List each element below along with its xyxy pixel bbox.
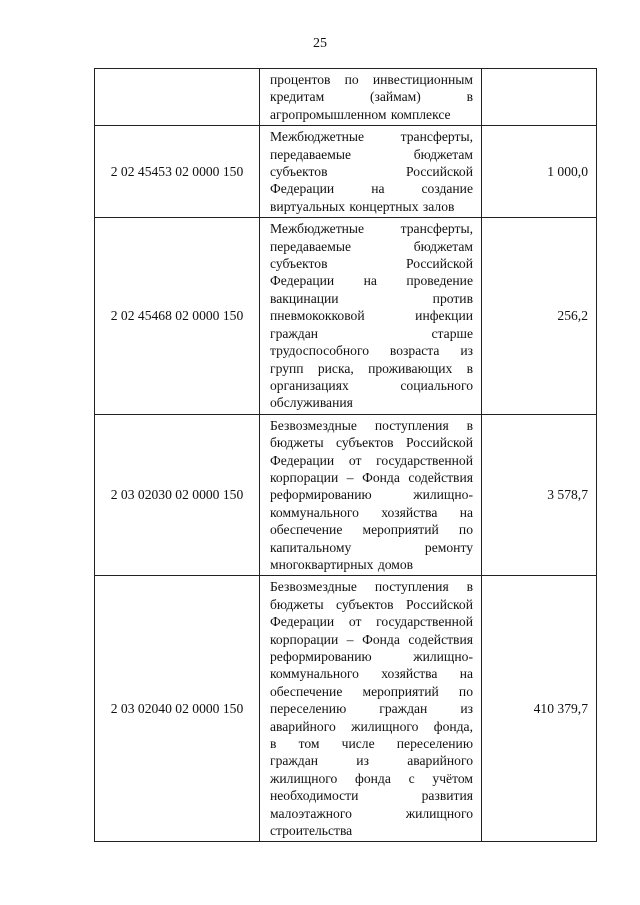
description-line: капитальному ремонту xyxy=(270,539,473,555)
description-line: Федерации на создание xyxy=(270,181,473,197)
description-line: коммунального хозяйства на xyxy=(270,504,473,520)
description-cell xyxy=(260,414,482,576)
description-line: граждан из аварийного xyxy=(270,753,473,769)
description-line: корпорации – Фонда содействия xyxy=(270,631,473,647)
description-line: граждан старше xyxy=(270,325,473,341)
description-line: обеспечение мероприятий по xyxy=(270,683,473,699)
description-line: Федерации на проведение xyxy=(270,273,473,289)
description-line: Безвозмездные поступления в xyxy=(270,579,473,595)
amount-cell: 256,2 xyxy=(482,218,597,414)
table-row xyxy=(95,576,597,842)
description-line: многоквартирных домов xyxy=(270,556,414,572)
revenue-code-cell: 2 03 02030 02 0000 150 xyxy=(95,414,260,576)
table-row xyxy=(95,218,597,414)
description-line: малоэтажного жилищного xyxy=(270,805,473,821)
description-line: Федерации от государственной xyxy=(270,452,473,468)
description-line: бюджеты субъектов Российской xyxy=(270,435,473,451)
page-number: 25 xyxy=(313,36,327,51)
amount-cell: 410 379,7 xyxy=(482,576,597,842)
description-line: бюджеты субъектов Российской xyxy=(270,596,473,612)
budget-table xyxy=(94,68,597,842)
description-line: групп риска, проживающих в xyxy=(270,360,473,376)
description-line: кредитам (займам) в xyxy=(270,89,473,105)
table-row xyxy=(95,414,597,576)
description-line: процентов по инвестиционным xyxy=(270,72,473,87)
description-line: строительства xyxy=(270,823,353,839)
description-line: аварийного жилищного фонда, xyxy=(270,718,473,734)
description-line: субъектов Российской xyxy=(270,256,473,272)
description-cell xyxy=(260,69,482,126)
description-line: вакцинации против xyxy=(270,290,473,306)
description-line: трудоспособного возраста из xyxy=(270,343,473,359)
amount-cell: 3 578,7 xyxy=(482,414,597,576)
table-row xyxy=(95,69,597,126)
description-line: Безвозмездные поступления в xyxy=(270,417,473,433)
description-cell xyxy=(260,576,482,842)
description-line: организациях социального xyxy=(270,377,473,393)
description-line: реформированию жилищно- xyxy=(270,487,473,503)
description-cell xyxy=(260,218,482,414)
revenue-code-cell: 2 03 02040 02 0000 150 xyxy=(95,576,260,842)
description-line: Межбюджетные трансферты, xyxy=(270,129,473,145)
description-line: виртуальных концертных залов xyxy=(270,198,455,214)
description-line: передаваемые бюджетам xyxy=(270,146,473,162)
description-line: Федерации от государственной xyxy=(270,614,473,630)
description-line: обслуживания xyxy=(270,395,353,411)
description-line: обеспечение мероприятий по xyxy=(270,522,473,538)
description-line: коммунального хозяйства на xyxy=(270,666,473,682)
description-line: агропромышленном комплексе xyxy=(270,106,451,122)
description-line: в том числе переселению xyxy=(270,736,473,752)
description-line: корпорации – Фонда содействия xyxy=(270,469,473,485)
revenue-code-cell: 2 02 45468 02 0000 150 xyxy=(95,218,260,414)
description-line: пневмококковой инфекции xyxy=(270,308,473,324)
description-line: необходимости развития xyxy=(270,788,473,804)
description-cell xyxy=(260,126,482,218)
table-row xyxy=(95,126,597,218)
description-line: жилищного фонда с учётом xyxy=(270,770,473,786)
revenue-code-cell xyxy=(95,69,260,126)
description-line: передаваемые бюджетам xyxy=(270,238,473,254)
revenue-code-cell: 2 02 45453 02 0000 150 xyxy=(95,126,260,218)
amount-cell xyxy=(482,69,597,126)
description-line: Межбюджетные трансферты, xyxy=(270,221,473,237)
table-body xyxy=(95,69,597,842)
description-line: субъектов Российской xyxy=(270,164,473,180)
description-line: реформированию жилищно- xyxy=(270,649,473,664)
amount-cell: 1 000,0 xyxy=(482,126,597,218)
description-line: переселению граждан из xyxy=(270,701,473,717)
